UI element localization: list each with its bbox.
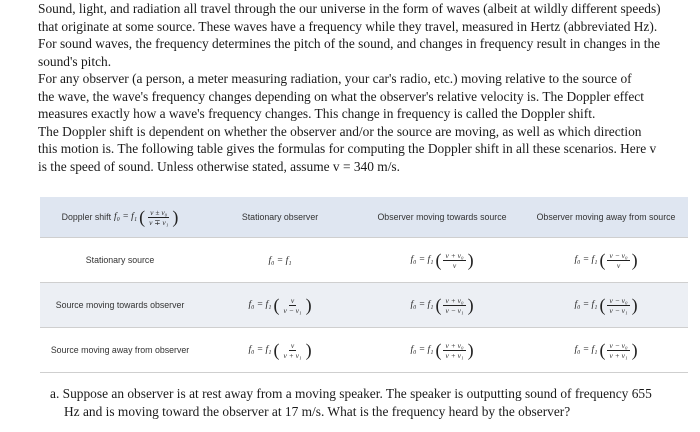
intro-line: that originate at some source. These waves have a frequency while they travel, measured in Hertz (abbreviated Hz). (38, 18, 658, 34)
formula-denominator: v − v₁ (283, 305, 302, 315)
formula-numerator: v + v₀ (445, 250, 464, 260)
row-label: Source moving towards observer (40, 283, 200, 328)
formula-cell: f₀ = f₁ ( $\frac{v}{\text{v + v₁}}$ ) (200, 328, 360, 373)
formula-cell: f₀ = f₁ ( $\frac{\text{v − v₀}}{\text{v + v₁}}$ ) (524, 328, 688, 373)
formula-lhs: f₀ = f₁ (574, 255, 598, 265)
formula-numerator: v (290, 295, 295, 305)
formula-lhs: f₀ = f₁ (248, 345, 272, 355)
table-header-row (40, 197, 688, 238)
formula-denominator: v + v₁ (283, 350, 302, 360)
formula-numerator: v + v₀ (445, 295, 464, 305)
formula-denominator: v (452, 260, 457, 270)
corner-formula: f₀ = f₁ ( $\frac{\text{v ± v₀}}{\text{v ∓ v₁}}$ ) (114, 207, 179, 227)
formula-numerator: v − v₀ (609, 340, 628, 350)
formula-lhs: f₀ = f₁ (248, 300, 272, 310)
row-label: Source moving away from observer (40, 328, 200, 373)
intro-line: Sound, light, and radiation all travel through the our universe in the form of waves (albeit at wildly different speeds) (38, 1, 661, 16)
formula-lhs: f₀ = f₁ (114, 212, 138, 222)
intro-line: the wave, the wave's frequency changes depending on what the observer's relative velocity is. The Doppler effect (38, 88, 644, 104)
formula-cell: f₀ = f₁ ( $\frac{\text{v − v₀}}{\text{v − v₁}}$ ) (524, 283, 688, 328)
column-header: Observer moving away from source (524, 197, 688, 238)
table-row (40, 238, 688, 283)
formula-numerator: v − v₀ (609, 250, 628, 260)
column-header: Stationary observer (200, 197, 360, 238)
formula-cell: f₀ = f₁ ( $\frac{\text{v − v₀}}{v}$ ) (524, 238, 688, 283)
intro-line: For any observer (a person, a meter measuring radiation, your car's radio, etc.) moving relative to the source of (38, 71, 632, 86)
table-row (40, 328, 688, 373)
intro-line: this motion is. The following table gives the formulas for computing the Doppler shift in all these scenarios. Here v (38, 141, 657, 156)
formula-lhs: f₀ = f₁ (574, 300, 598, 310)
formula-lhs: f₀ = f₁ (574, 345, 598, 355)
formula-cell (200, 238, 360, 283)
formula-cell: f₀ = f₁ ( $\frac{\text{v + v₀}}{\text{v + v₁}}$ ) (360, 328, 524, 373)
formula-lhs: f₀ = f₁ (410, 300, 434, 310)
formula-cell: f₀ = f₁ ( $\frac{\text{v + v₀}}{v}$ ) (360, 238, 524, 283)
question-line: Hz and is moving toward the observer at 17 m/s. What is the frequency heard by the observer? (64, 404, 571, 419)
intro-line: is the speed of sound. Unless otherwise stated, assume v = 340 m/s. (38, 158, 400, 174)
formula-numerator: v − v₀ (609, 295, 628, 305)
corner-label: Doppler shift (61, 212, 112, 222)
formula-numerator: v (290, 340, 295, 350)
formula-numerator: v + v₀ (445, 340, 464, 350)
formula-denominator: v − v₁ (445, 305, 464, 315)
formula-denominator: v + v₁ (609, 350, 628, 360)
intro-text (38, 0, 668, 175)
formula-numerator: v ± v₀ (150, 207, 168, 217)
formula-lhs: f₀ = f₁ (410, 345, 434, 355)
column-header: Observer moving towards source (360, 197, 524, 238)
table-row (40, 283, 688, 328)
doppler-table (40, 197, 688, 369)
intro-line: sound's pitch. (38, 53, 112, 69)
formula-cell: f₀ = f₁ ( $\frac{\text{v + v₀}}{\text{v − v₁}}$ ) (360, 283, 524, 328)
formula-cell: f₀ = f₁ ( $\frac{v}{\text{v − v₁}}$ ) (200, 283, 360, 328)
formula-denominator: v + v₁ (445, 350, 464, 360)
intro-line: For sound waves, the frequency determines the pitch of the sound, and changes in frequency result in changes in the (38, 36, 661, 51)
intro-line: The Doppler shift is dependent on whether the observer and/or the source are moving, as well as which direction (38, 123, 642, 139)
formula-lhs: f₀ = f₁ (268, 255, 292, 266)
intro-line: measures exactly how a wave's frequency changes. This change in frequency is called the Doppler shift. (38, 106, 596, 121)
corner-cell (40, 197, 200, 238)
row-label: Stationary source (40, 238, 200, 283)
question-line: a. Suppose an observer is at rest away from a moving speaker. The speaker is outputting sound of frequency 655 (50, 386, 652, 401)
formula-denominator: v ∓ v₁ (149, 217, 169, 227)
formula-denominator: v (616, 260, 621, 270)
formula-denominator: v − v₁ (609, 305, 628, 315)
formula-lhs: f₀ = f₁ (410, 255, 434, 265)
question-a (50, 385, 680, 421)
